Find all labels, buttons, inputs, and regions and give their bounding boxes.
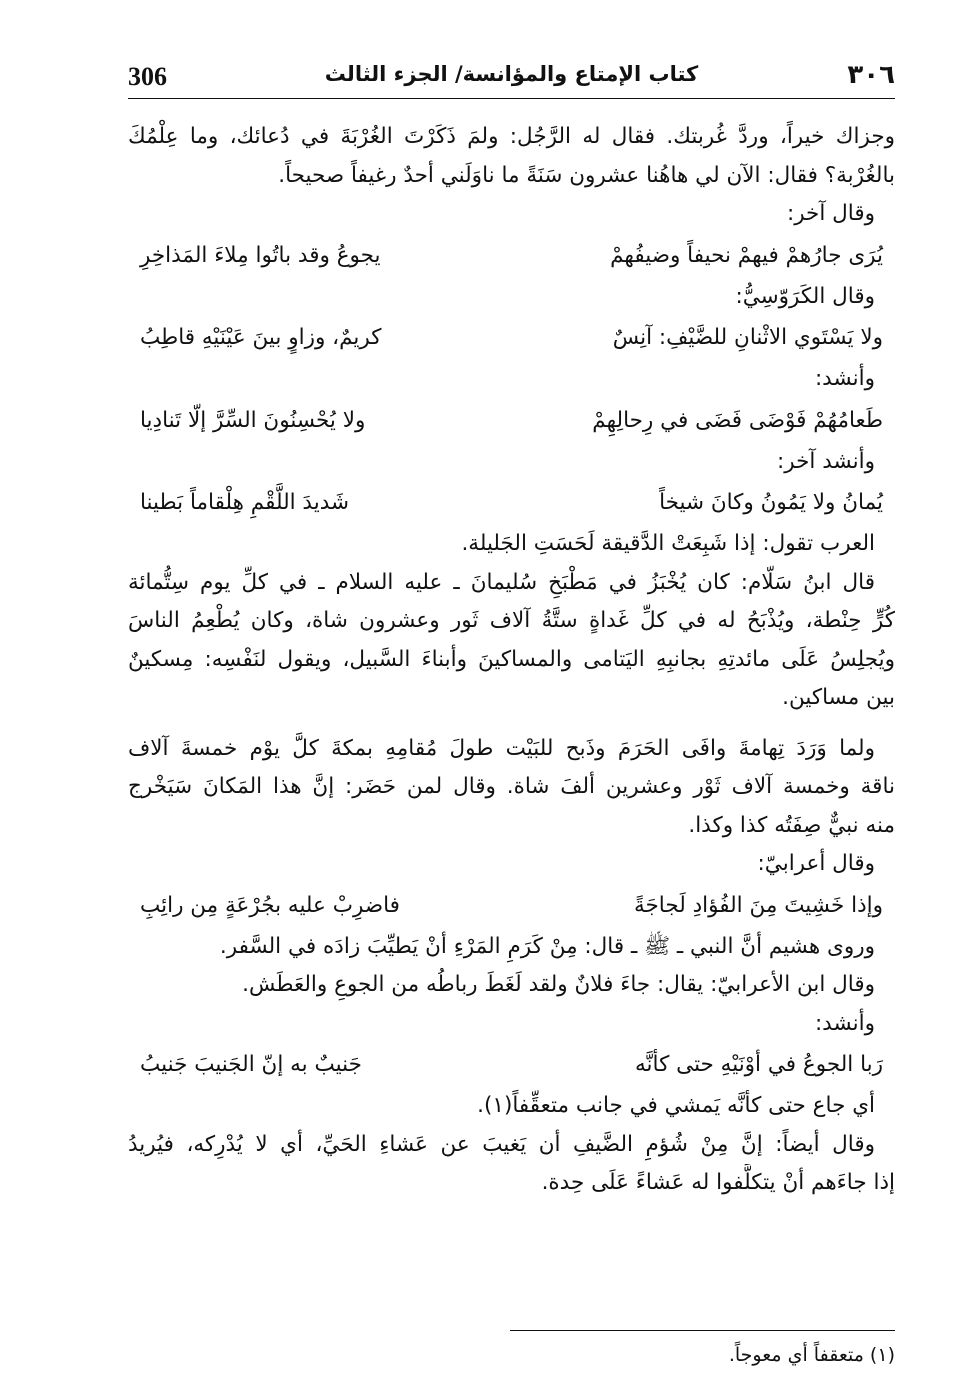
text-line: ولما وَرَدَ تِهامةَ وافَى الحَرَمَ وذَبح للبَيْت طولَ مُقامِهِ بمكةَ كلَّ يوْم خمسةَ آلاف — [128, 735, 875, 761]
page-body — [128, 118, 895, 1203]
text-line: وقال آخر: — [786, 201, 875, 226]
text-line: وروى هشيم أنَّ النبي ـ ﷺ ـ قال: مِنْ كَرَمِ المَرْءِ أنْ يَطيِّبَ زادَه في السَّفر. — [219, 933, 875, 959]
text-line: وجزاك خيراً، وردَّ غُربتك. فقال له الرَّجُل: ولمَ ذَكَرْتَ الغُرْبَةَ في دُعائك، وما عِلْمُكَ — [128, 124, 895, 149]
verse-second-hemistich: جَنيبٌ به إنّ الجَنيبَ جَنيبُ — [140, 1052, 362, 1077]
verse-second-hemistich: ولا يُحْسِنُونَ السِّرَّ إلّا تَنادِيا — [140, 407, 366, 433]
verse-second-hemistich: فاضرِبْ عليه بجُرْعَةٍ مِن رائِبِ — [140, 892, 400, 918]
verse — [128, 234, 895, 278]
page-header — [128, 58, 895, 99]
verse-first-hemistich: طَعامُهُمْ فَوْضَى فَضَى في رِحالِهِمْ — [592, 407, 883, 433]
footnote-divider — [510, 1330, 895, 1331]
text-line: وأنشد: — [814, 1010, 875, 1036]
text-line: وأنشد آخر: — [776, 448, 875, 474]
text-line: وقال الكَرَوّسِيُّ: — [735, 283, 875, 309]
text-line: بين مساكين. — [782, 685, 895, 710]
verse-first-hemistich: يُرَى جارُهمْ فيهمْ نحيفاً وضيفُهمْ — [610, 242, 883, 268]
verse — [128, 481, 895, 525]
verse — [128, 1043, 895, 1087]
verse-second-hemistich: شَديدَ اللَّقْمِ هِلْقاماً بَطينا — [140, 490, 349, 515]
text-line: إذا جاءَهم أنْ يتكلَّفوا له عَشاءً عَلَى حِدة. — [541, 1170, 895, 1195]
text-line: ناقة وخمسة آلاف ثَوْر وعشرين ألفَ شاة. وقال لمن حَضَر: إنَّ هذا المَكانَ سَيَخْرج — [128, 774, 895, 799]
page-number-latin: 306 — [128, 62, 167, 91]
verse — [128, 884, 895, 928]
text-line: وأنشد: — [814, 366, 875, 391]
text-line: قال ابنُ سَلّام: كان يُخْبَزُ في مَطْبَخِ سُليمانَ ـ عليه السلام ـ في كلِّ يوم سِتُّمائة — [128, 569, 875, 595]
text-line: ويُجلِسُ عَلَى مائدتِهِ بجانبِهِ اليَتامى والمساكينَ وأبناءَ السَّبيل، ويقول لنَفْسِه: مِسكينٌ — [128, 646, 895, 672]
verse — [128, 399, 895, 443]
text-line: العرب تقول: إذا شَبِعَتْ الدَّقيقة لَحَسَتِ الجَليلة. — [461, 531, 875, 556]
text-line: بالغُرْبة؟ فقال: الآن لي هاهُنا عشرون سَنَةً ما ناوَلَني أحدٌ رغيفاً صحيحاً. — [278, 162, 895, 188]
verse-first-hemistich: وإذا خَشِيتَ مِنَ الفُؤادِ لَجاجَةً — [633, 892, 883, 918]
verse-first-hemistich: رَبا الجوعُ في أوْنَيْهِ حتى كأنَّه — [635, 1052, 883, 1077]
text-line: وقال أيضاً: إنَّ مِنْ شُؤمِ الضَّيفِ أن يَغيبَ عن عَشاءِ الحَيِّ، أي لا يُدْرِكه، فيُريدُ — [128, 1131, 875, 1157]
verse-second-hemistich: يجوعُ وقد باتُوا مِلاءَ المَذاخِرِ — [140, 242, 381, 268]
running-title: كتاب الإمتاع والمؤانسة/ الجزء الثالث — [324, 62, 699, 86]
text-line: كُرٍّ حِنْطة، ويُذْبَحُ له في كلِّ غَداةٍ ستَّةُ آلاف ثَور وعشرون شاة، وكان يُطْعِمُ الناسَ — [128, 608, 895, 633]
text-line: منه نبيٌّ صِفَتُه كذا وكذا. — [688, 812, 895, 838]
verse-first-hemistich: ولا يَسْتَوي الاثْنانِ للضَّيْفِ: آنِسٌ — [612, 325, 883, 350]
verse — [128, 316, 895, 360]
page-number-arabic: ٣٠٦ — [847, 60, 895, 90]
verse-first-hemistich: يُمانُ ولا يَمُونُ وكانَ شيخاً — [659, 490, 883, 515]
verse-second-hemistich: كريمٌ، وزاوٍ بينَ عَيْنَيْهِ قاطِبُ — [140, 325, 382, 350]
text-line: وقال أعرابيّ: — [757, 851, 875, 876]
text-line: أي جاع حتى كأنَّه يَمشي في جانب متعقِّفاً(١). — [477, 1093, 875, 1118]
footnote: (١) متعقفاً أي معوجاً. — [728, 1344, 895, 1366]
text-line: وقال ابن الأعرابيّ: يقال: جاءَ فلانٌ ولقد لَغَطَ رباطُه من الجوعِ والعَطَش. — [242, 972, 875, 997]
